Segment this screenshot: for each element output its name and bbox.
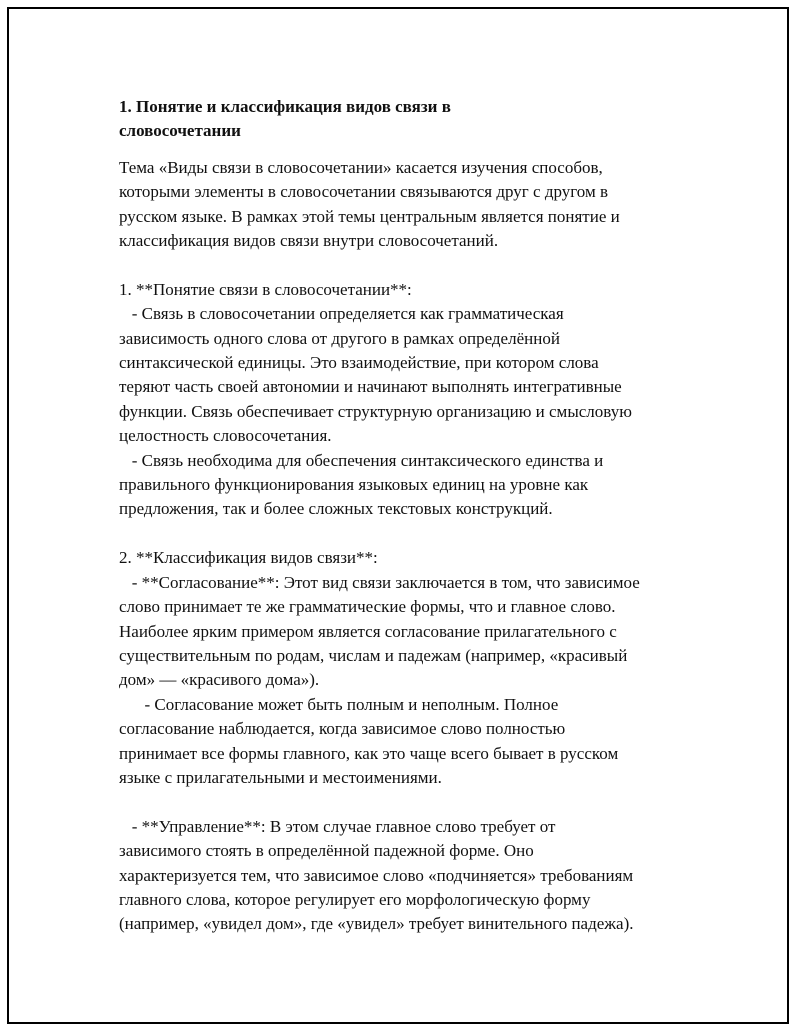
document-body — [119, 95, 709, 937]
text-line: 2. **Классификация видов связи**: — [119, 548, 378, 568]
title-line: 1. Понятие и классификация видов связи в — [119, 97, 451, 116]
text-line: - Связь необходима для обеспечения синтаксического единства и — [119, 450, 604, 470]
text-line: слово принимает те же грамматические формы, что и главное слово. — [119, 597, 616, 617]
section-concept — [119, 278, 709, 522]
text-line: - **Согласование**: Этот вид связи заключается в том, что зависимое — [119, 572, 640, 592]
text-line: языке с прилагательными и местоимениями. — [119, 767, 442, 787]
text-line: принимает все формы главного, как это чаще всего бывает в русском — [119, 743, 619, 763]
section-government — [119, 815, 709, 937]
document-title — [119, 95, 709, 144]
title-line: словосочетании — [119, 121, 241, 141]
text-line: Тема «Виды связи в словосочетании» касается изучения способов, — [119, 157, 603, 177]
spacer — [119, 253, 709, 277]
text-line: - Согласование может быть полным и неполным. Полное — [119, 694, 559, 714]
text-line: зависимость одного слова от другого в рамках определённой — [119, 328, 560, 348]
text-line: функции. Связь обеспечивает структурную организацию и смысловую — [119, 401, 632, 421]
text-line: Наиболее ярким примером является согласование прилагательного с — [119, 621, 617, 641]
text-line: (например, «увидел дом», где «увидел» требует винительного падежа). — [119, 914, 634, 934]
text-line: согласование наблюдается, когда зависимое слово полностью — [119, 719, 566, 739]
text-line: предложения, так и более сложных текстовых конструкций. — [119, 499, 553, 519]
text-line: русском языке. В рамках этой темы центральным является понятие и — [119, 206, 620, 226]
text-line: - **Управление**: В этом случае главное слово требует от — [119, 816, 556, 836]
text-line: теряют часть своей автономии и начинают выполнять интегративные — [119, 377, 622, 397]
text-line: дом» — «красивого дома»). — [119, 670, 320, 690]
section-classification — [119, 546, 709, 790]
text-line: - Связь в словосочетании определяется как грамматическая — [119, 304, 564, 324]
text-line: синтаксической единицы. Это взаимодействие, при котором слова — [119, 353, 599, 373]
text-line: 1. **Понятие связи в словосочетании**: — [119, 279, 412, 299]
text-line: характеризуется тем, что зависимое слово «подчиняется» требованиям — [119, 865, 634, 885]
text-line: целостность словосочетания. — [119, 426, 332, 446]
text-line: которыми элементы в словосочетании связываются друг с другом в — [119, 182, 608, 202]
intro-paragraph — [119, 156, 709, 254]
text-line: существительным по родам, числам и падежам (например, «красивый — [119, 645, 628, 665]
spacer — [119, 522, 709, 546]
text-line: правильного функционирования языковых единиц на уровне как — [119, 475, 589, 495]
text-line: главного слова, которое регулирует его морфологическую форму — [119, 889, 591, 909]
spacer — [119, 790, 709, 814]
text-line: зависимого стоять в определённой падежной форме. Оно — [119, 841, 534, 861]
text-line: классификация видов связи внутри словосочетаний. — [119, 231, 499, 251]
